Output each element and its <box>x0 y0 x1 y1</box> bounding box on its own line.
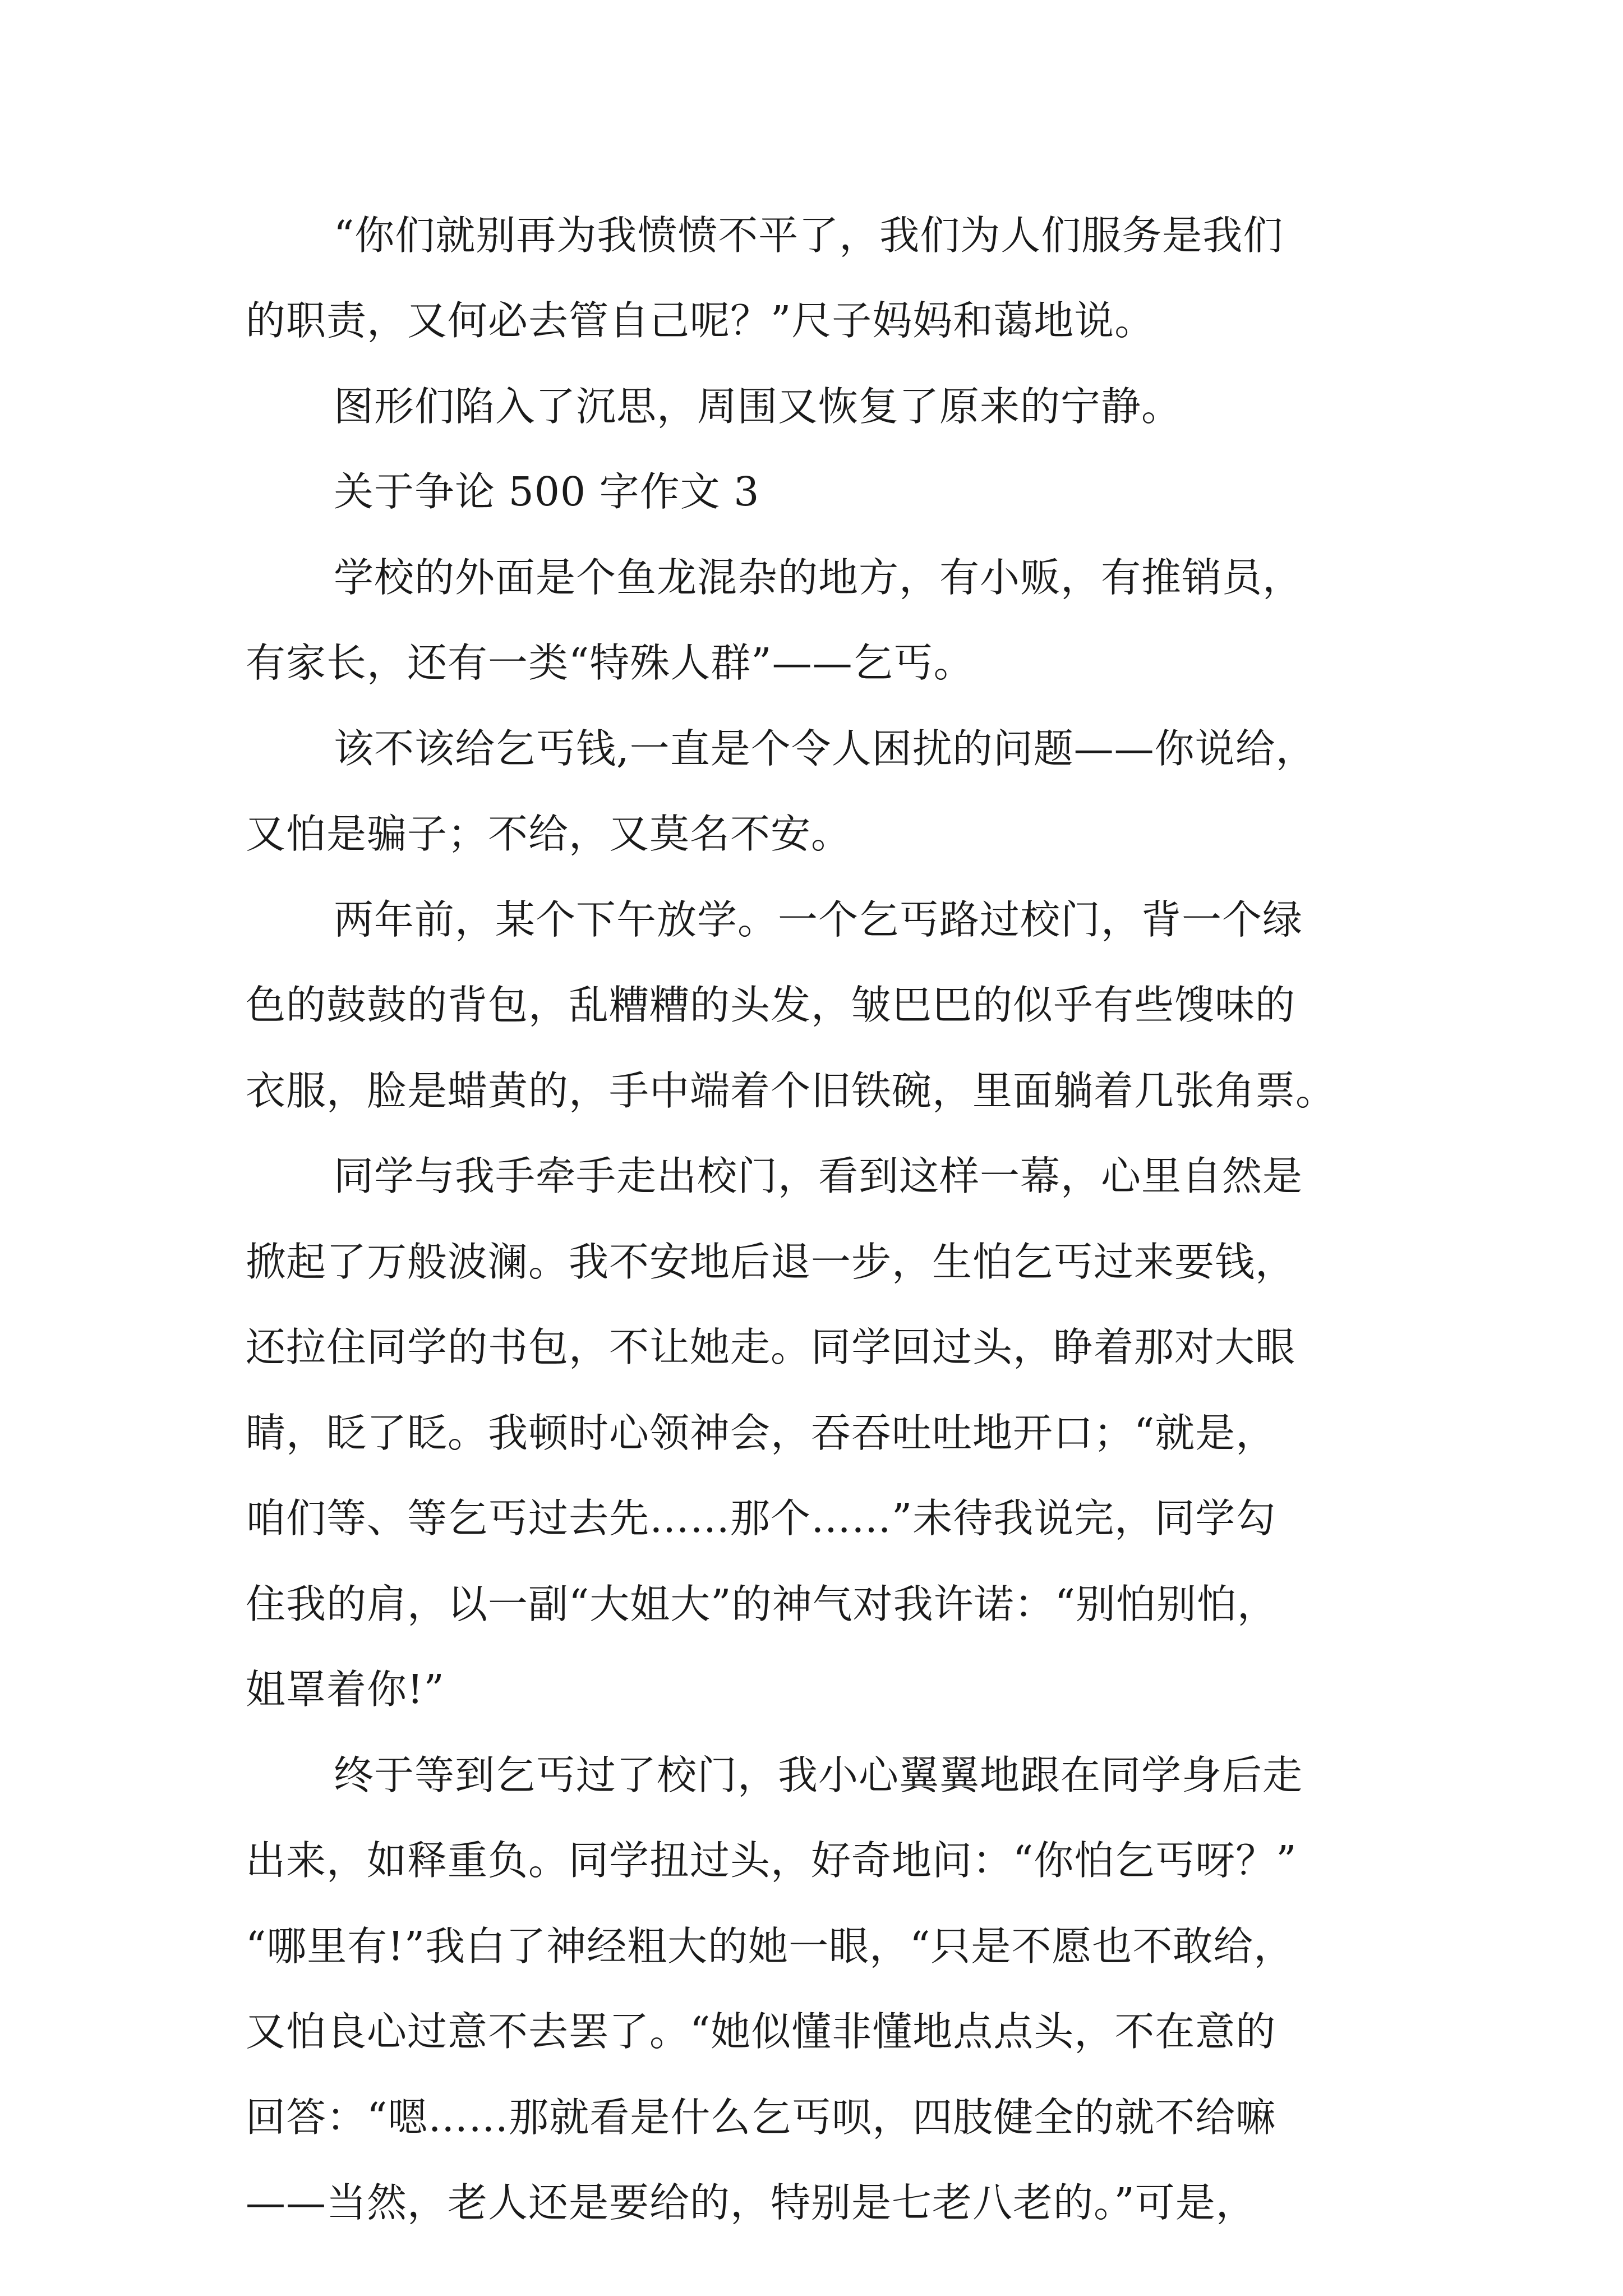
paragraph-line: “你们就别再为我愤愤不平了，我们为人们服务是我们 <box>334 212 1284 259</box>
paragraph-line: 有家长，还有一类“特殊人群”——乞丐。 <box>246 639 974 686</box>
paragraph-line: 又怕良心过意不去罢了。“她似懂非懂地点点头，不在意的 <box>246 2008 1276 2055</box>
paragraph-line: 色的鼓鼓的背包，乱糟糟的头发，皱巴巴的似乎有些馊味的 <box>246 982 1296 1028</box>
paragraph-line: 咱们等、等乞丐过去先……那个……”未待我说完，同学勾 <box>246 1495 1276 1542</box>
paragraph-line: 同学与我手牵手走出校门，看到这样一幕，心里自然是 <box>334 1153 1303 1199</box>
paragraph-line: 姐罩着你!” <box>246 1666 445 1713</box>
paragraph-line: 出来，如释重负。同学扭过头，好奇地问：“你怕乞丐呀？” <box>246 1837 1297 1884</box>
paragraph-line: 终于等到乞丐过了校门，我小心翼翼地跟在同学身后走 <box>334 1752 1303 1798</box>
paragraph-line: 还拉住同学的书包，不让她走。同学回过头，睁着那对大眼 <box>246 1324 1296 1370</box>
paragraph-line: ——当然，老人还是要给的，特别是七老八老的。”可是， <box>246 2179 1256 2226</box>
paragraph-line: 掀起了万般波澜。我不安地后退一步，生怕乞丐过来要钱， <box>246 1239 1296 1285</box>
paragraph-line: 睛，眨了眨。我顿时心领神会，吞吞吐吐地开口；“就是， <box>246 1410 1276 1456</box>
paragraph-line: 图形们陷入了沉思，周围又恢复了原来的宁静。 <box>334 383 1182 430</box>
paragraph-line: 又怕是骗子；不给，又莫名不安。 <box>246 811 852 857</box>
paragraph-line: 两年前，某个下午放学。一个乞丐路过校门，背一个绿 <box>334 896 1303 943</box>
section-heading: 关于争论 500 字作文 3 <box>334 468 760 515</box>
paragraph-line: 回答：“嗯……那就看是什么乞丐呗，四肢健全的就不给嘛 <box>246 2094 1276 2141</box>
paragraph-line: 该不该给乞丐钱,一直是个令人困扰的问题——你说给， <box>334 725 1316 772</box>
paragraph-line: 学校的外面是个鱼龙混杂的地方，有小贩，有推销员， <box>334 554 1303 601</box>
paragraph-line: 住我的肩，以一副“大姐大”的神气对我许诺：“别怕别怕， <box>246 1581 1278 1627</box>
paragraph-line: “哪里有!”我白了神经粗大的她一眼，“只是不愿也不敢给， <box>246 1923 1294 1970</box>
paragraph-line: 的职责，又何必去管自己呢？”尺子妈妈和蔼地说。 <box>246 297 1155 344</box>
paragraph-line: 衣服，脸是蜡黄的，手中端着个旧铁碗，里面躺着几张角票。 <box>246 1068 1336 1114</box>
